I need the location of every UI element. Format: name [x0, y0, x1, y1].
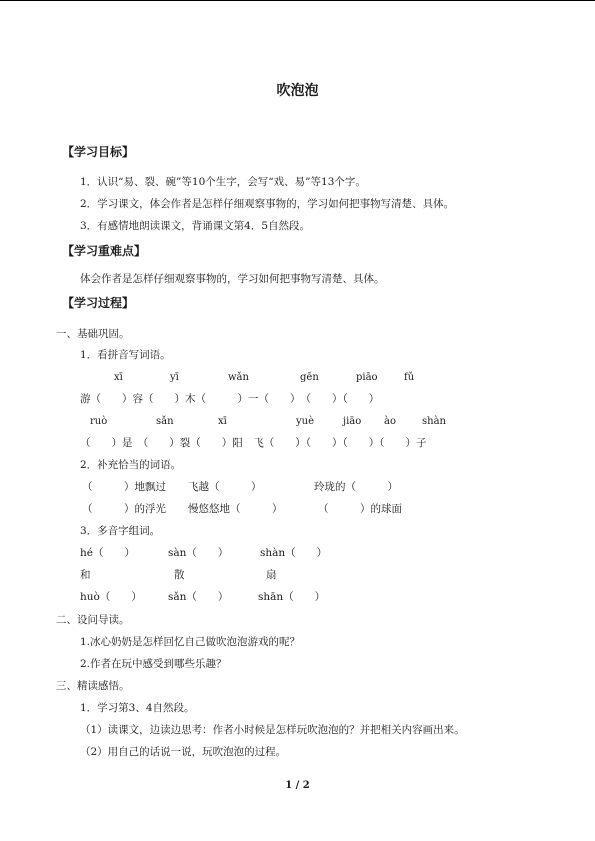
header-rule: [0, 0, 595, 1]
guide-question-1: 1.冰心奶奶是怎样回忆自己做吹泡泡游戏的呢？: [80, 636, 301, 648]
fill-blank: 慢悠悠地（ ）: [188, 503, 283, 515]
q3-label: 3．多音字组词。: [80, 525, 161, 537]
polyphone-pinyin: sǎn（ ）: [168, 591, 229, 603]
pinyin: gēn: [300, 372, 319, 383]
fill-blank: （ ）地飘过: [82, 481, 166, 493]
pinyin: ruò: [90, 416, 108, 427]
goals-heading: 【学习目标】: [62, 145, 135, 159]
polyphone-pinyin: shān（ ）: [258, 591, 326, 603]
key-text: 体会作者是怎样仔细观察事物的，学习如何把事物写清楚、具体。: [80, 273, 385, 285]
pinyin: xī: [218, 416, 227, 427]
q1-label: 1．看拼音写词语。: [80, 349, 171, 361]
guide-question-2: 2.作者在玩中感受到哪些乐趣？: [80, 658, 227, 670]
process-heading: 【学习过程】: [62, 296, 135, 310]
polyphone-char: 和: [80, 569, 91, 581]
fill-blank: 玲珑的（ ）: [314, 481, 398, 493]
part2-title: 二、设问导读。: [56, 614, 130, 626]
part1-title: 一、基础巩固。: [56, 328, 130, 340]
reading-subquestion-1: （1）读课文，边读边思考：作者小时候是怎样玩吹泡泡的？并把相关内容画出来。: [80, 724, 465, 736]
pinyin: xī: [114, 372, 123, 383]
pinyin: fǔ: [404, 372, 415, 383]
fill-blank: （ ）的浮光: [82, 503, 166, 515]
polyphone-char: 散: [174, 569, 185, 581]
polyphone-pinyin: hé（ ）: [80, 547, 135, 559]
goal-item-1: 1．认识“易、裂、碗”等10个生字，会写“戏、易”等13个字。: [80, 176, 366, 188]
polyphone-char: 扇: [266, 569, 277, 581]
reading-question-1: 1．学习第3、4自然段。: [80, 702, 195, 714]
pinyin: jiāo: [343, 416, 362, 427]
reading-subquestion-2: （2）用自己的话说一说，玩吹泡泡的过程。: [80, 746, 287, 758]
pinyin: wǎn: [228, 372, 249, 383]
fill-blank: 飞越（ ）: [188, 481, 262, 493]
polyphone-pinyin: sàn（ ）: [168, 547, 229, 559]
polyphone-pinyin: huò（ ）: [80, 591, 142, 603]
page-number: 1 / 2: [285, 780, 310, 791]
key-heading: 【学习重难点】: [62, 244, 147, 258]
fill-blank: （ ）的球面: [318, 503, 402, 515]
pinyin: yī: [170, 372, 179, 383]
polyphone-pinyin: shàn（ ）: [260, 547, 328, 559]
part3-title: 三、精读感悟。: [56, 680, 130, 692]
pinyin: piāo: [356, 372, 378, 383]
pinyin: sǎn: [156, 416, 174, 427]
pinyin: yuè: [296, 416, 315, 427]
pinyin-blanks-row-1: 游（ ）容（ ）木（ ）一（ ） （ ）（ ）: [80, 393, 380, 405]
pinyin: ào: [384, 416, 396, 427]
pinyin: shàn: [422, 416, 446, 427]
goal-item-2: 2．学习课文，体会作者是怎样仔细观察事物的，学习如何把事物写清楚、具体。: [80, 198, 455, 210]
goal-item-3: 3．有感情地朗读课文，背诵课文第4．5自然段。: [80, 220, 311, 232]
document-title: 吹泡泡: [276, 83, 319, 99]
pinyin-blanks-row-2: （ ）是 （ ）裂（ ）阳 飞（ ）（ ）（ ）（ ）子: [80, 437, 427, 449]
q2-label: 2．补充恰当的词语。: [80, 459, 182, 471]
